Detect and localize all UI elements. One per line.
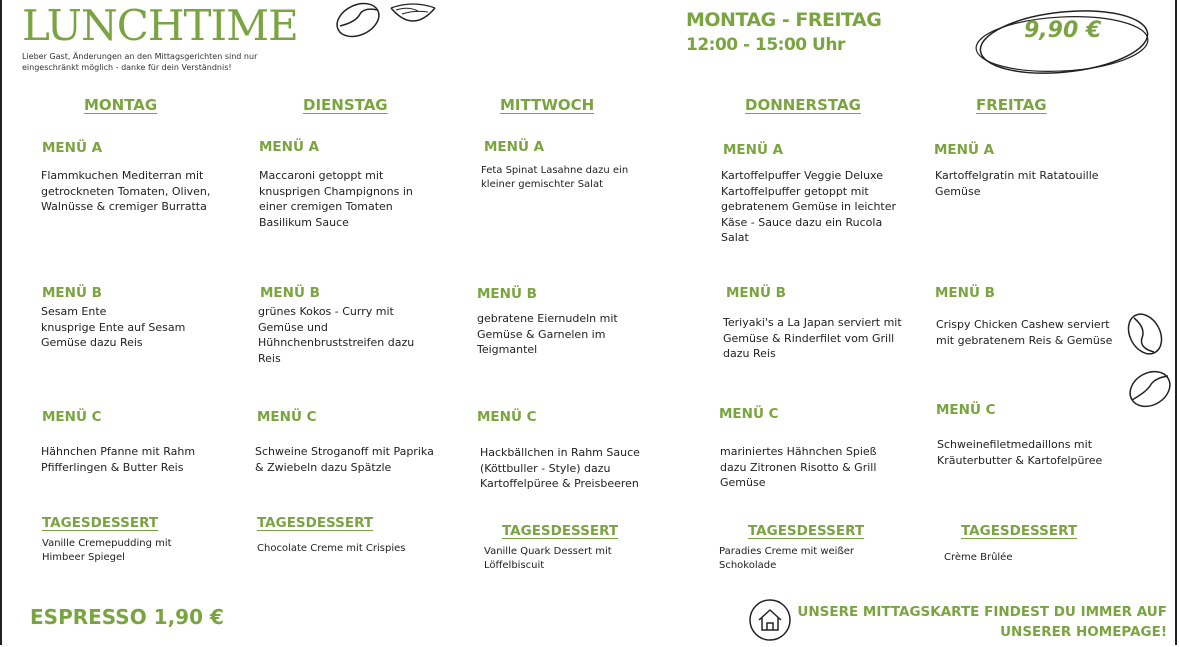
tuesday-dessert-text: Chocolate Creme mit Crispies xyxy=(257,543,406,554)
wednesday-menu-c-label: MENÜ C xyxy=(477,409,537,425)
tuesday-menu-b-label: MENÜ B xyxy=(260,285,320,301)
tuesday-menu-b-text: grünes Kokos - Curry mit Gemüse und Hühnchenbruststreifen dazu Reis xyxy=(258,305,415,365)
tuesday-dessert-label: TAGESDESSERT xyxy=(257,515,374,531)
thursday-dessert-label: TAGESDESSERT xyxy=(748,523,865,539)
thursday-menu-b-text: Teriyaki's a La Japan serviert mit Gemüse & Rinderfilet vom Grill dazu Reis xyxy=(723,316,902,360)
thursday-menu-a-label: MENÜ A xyxy=(723,142,784,158)
thursday-menu-c-text: mariniertes Hähnchen Spieß dazu Zitronen Risotto & Grill Gemüse xyxy=(720,445,877,489)
opening-hours xyxy=(686,8,881,58)
page-title: LUNCHTIME xyxy=(22,1,298,50)
bowl-icon xyxy=(388,0,438,30)
day-thursday: DONNERSTAG xyxy=(745,96,861,114)
day-monday: MONTAG xyxy=(84,96,158,114)
monday-menu-c-text: Hähnchen Pfanne mit Rahm Pfifferlingen & Butter Reis xyxy=(41,445,196,474)
wednesday-menu-a-text: Feta Spinat Lasahne dazu ein kleiner gemischter Salat xyxy=(481,165,629,190)
tuesday-menu-a-text: Maccaroni getoppt mit knusprigen Champignons in einer cremigen Tomaten Basilikum Sauce xyxy=(259,169,413,229)
wednesday-menu-c-text: Hackbällchen in Rahm Sauce (Köttbuller - Style) dazu Kartoffelpüree & Preisbeeren xyxy=(480,446,640,490)
coffee-bean-icon xyxy=(1126,366,1174,412)
thursday-menu-a-text: Kartoffelpuffer Veggie Deluxe Kartoffelpuffer getoppt mit gebratenem Gemüse in leichter Käse - Sauce dazu ein Rucola Salat xyxy=(721,169,897,244)
tuesday-menu-c-text: Schweine Stroganoff mit Paprika & Zwiebeln dazu Spätzle xyxy=(255,445,434,474)
friday-menu-c-text: Schweinefiletmedaillons mit Kräuterbutter & Kartofelpüree xyxy=(937,438,1103,467)
price-badge xyxy=(972,6,1152,78)
day-wednesday: MITTWOCH xyxy=(500,96,595,114)
notice-text: Lieber Gast, Änderungen an den Mittagsgerichten sind nur eingeschränkt möglich - danke für dein Verständnis! xyxy=(22,52,258,72)
friday-dessert-text: Crème Brûlée xyxy=(944,552,1013,563)
days-range: MONTAG - FREITAG xyxy=(686,9,882,31)
friday-menu-b-label: MENÜ B xyxy=(935,285,995,301)
coffee-bean-icon xyxy=(1124,310,1166,358)
price-value: 9,90 € xyxy=(1024,18,1102,43)
thursday-dessert-text: Paradies Creme mit weißer Schokolade xyxy=(719,546,855,571)
friday-menu-a-label: MENÜ A xyxy=(934,142,995,158)
thursday-menu-c-label: MENÜ C xyxy=(719,406,779,422)
friday-dessert-label: TAGESDESSERT xyxy=(961,523,1078,539)
wednesday-menu-b-text: gebratene Eiernudeln mit Gemüse & Garnelen im Teigmantel xyxy=(477,312,618,356)
thursday-menu-b-label: MENÜ B xyxy=(726,285,786,301)
homepage-notice[interactable]: UNSERE MITTAGSKARTE FINDEST DU IMMER AUF UNSERER HOMEPAGE! xyxy=(797,604,1167,640)
coffee-bean-icon xyxy=(334,0,384,40)
monday-dessert-label: TAGESDESSERT xyxy=(42,515,159,531)
friday-menu-b-text: Crispy Chicken Cashew serviert mit gebratenem Reis & Gemüse xyxy=(936,318,1113,347)
tuesday-menu-a-label: MENÜ A xyxy=(259,139,320,155)
monday-menu-b-text: Sesam Ente knusprige Ente auf Sesam Gemüse dazu Reis xyxy=(41,305,186,349)
friday-menu-c-label: MENÜ C xyxy=(936,402,996,418)
monday-menu-a-label: MENÜ A xyxy=(42,140,103,156)
wednesday-menu-a-label: MENÜ A xyxy=(484,139,545,155)
tuesday-menu-c-label: MENÜ C xyxy=(257,409,317,425)
wednesday-dessert-label: TAGESDESSERT xyxy=(502,523,619,539)
day-friday: FREITAG xyxy=(976,96,1047,114)
monday-menu-c-label: MENÜ C xyxy=(42,409,102,425)
wednesday-dessert-text: Vanille Quark Dessert mit Löffelbiscuit xyxy=(484,546,612,571)
monday-menu-b-label: MENÜ B xyxy=(42,285,102,301)
monday-dessert-text: Vanille Cremepudding mit Himbeer Spiegel xyxy=(42,538,172,563)
home-icon[interactable] xyxy=(748,598,792,642)
day-tuesday: DIENSTAG xyxy=(303,96,388,114)
wednesday-menu-b-label: MENÜ B xyxy=(477,286,537,302)
espresso-price: ESPRESSO 1,90 € xyxy=(30,605,224,629)
time-range: 12:00 - 15:00 Uhr xyxy=(686,35,845,55)
friday-menu-a-text: Kartoffelgratin mit Ratatouille Gemüse xyxy=(935,169,1099,198)
monday-menu-a-text: Flammkuchen Mediterran mit getrockneten Tomaten, Oliven, Walnüsse & cremiger Burratta xyxy=(41,169,211,213)
